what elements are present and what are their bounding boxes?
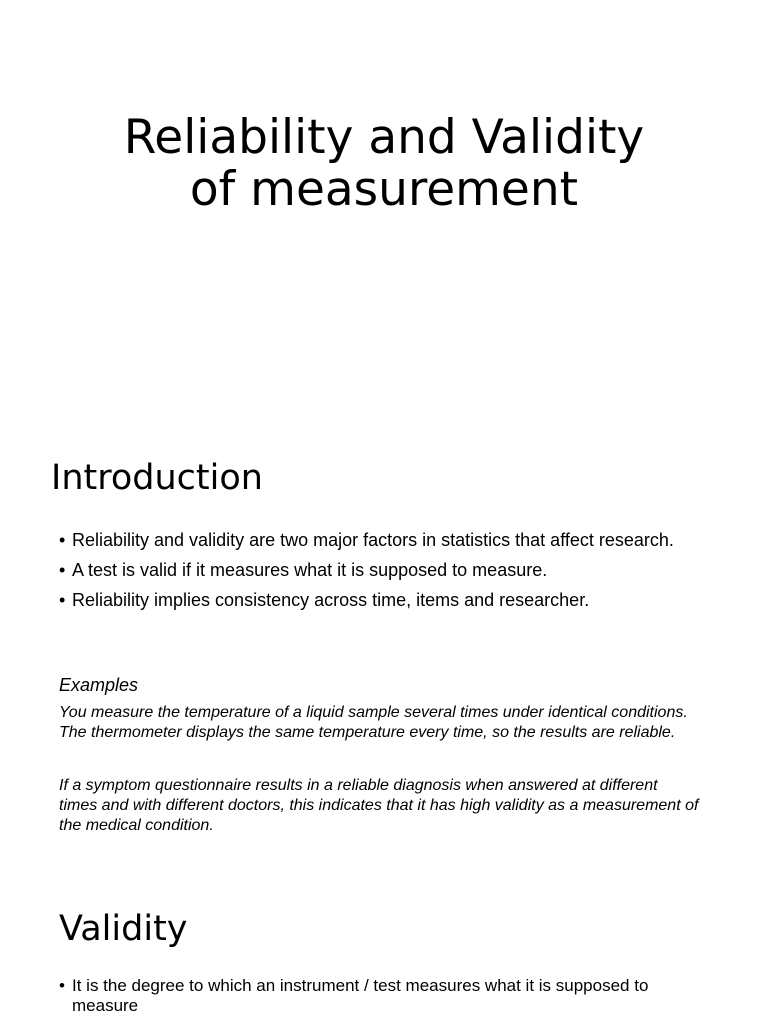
examples-label: Examples [59, 675, 139, 695]
example-paragraph: You measure the temperature of a liquid sample several times under identical conditions. The thermometer displays the same temperature every time, so the results are reliable. [59, 704, 688, 741]
introduction-bullet-list [59, 529, 679, 619]
slide-title-line-1: Reliability and Validity [123, 110, 645, 165]
slide-title [0, 112, 768, 216]
validity-heading: Validity [59, 909, 188, 949]
bullet-item: • It is the degree to which an instrument / test measures what it is supposed to measure [59, 976, 679, 1016]
validity-bullet-list [59, 976, 679, 1016]
bullet-item: • Reliability and validity are two major factors in statistics that affect research. [59, 529, 679, 551]
slide-title-line-2: of measurement [189, 162, 579, 217]
bullet-item: • Reliability implies consistency across time, items and researcher. [59, 589, 679, 611]
bullet-item: • A test is valid if it measures what it is supposed to measure. [59, 559, 679, 581]
introduction-heading: Introduction [51, 458, 263, 498]
example-paragraph: If a symptom questionnaire results in a reliable diagnosis when answered at different times and with different doctors, this indicates that it has high validity as a measurement of the medical condition. [59, 777, 699, 834]
